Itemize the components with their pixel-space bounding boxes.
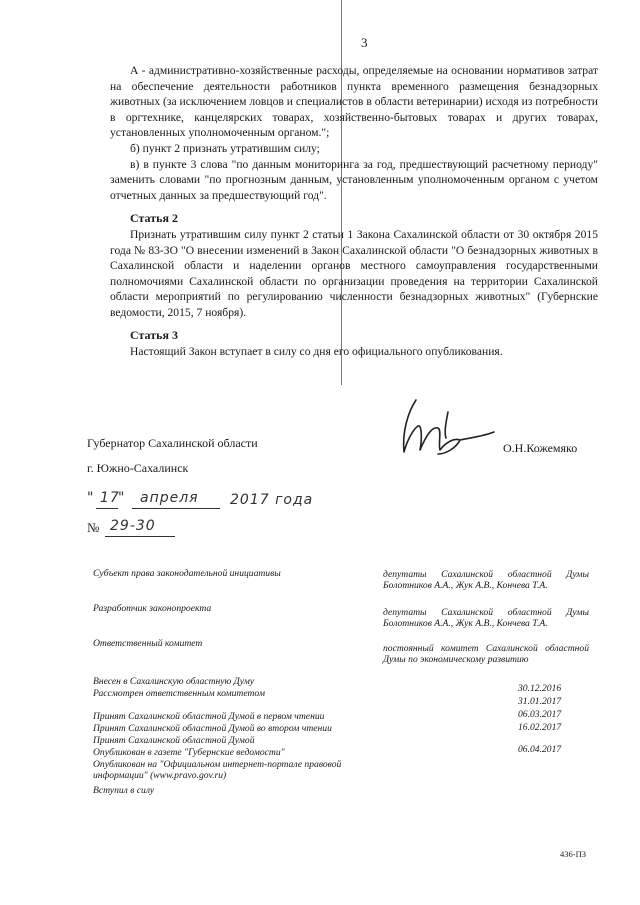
committee-value: постоянный комитет Сахалинской областной Думы по экономическому развитию	[383, 643, 589, 666]
paragraph-b: б) пункт 2 признать утратившим силу;	[130, 141, 320, 155]
article2-heading: Статья 2	[130, 211, 178, 225]
event-published-portal: Опубликован на "Официальном интернет-портале правовой информации" (www.pravo.gov.ru)	[93, 759, 342, 782]
page-number: 3	[361, 35, 368, 50]
amendment-text	[110, 63, 598, 203]
signing-city: г. Южно-Сахалинск	[87, 461, 189, 475]
law-number: 29-30	[110, 518, 156, 534]
paragraph-a: А - административно-хозяйственные расходы, определяемые на основании нормативов затрат на обеспечение деятельности работников пункта временного размещения безнадзорных животных (за исключением ловцов и специалистов в области ветеринарии) исходя из потребности в оргтехнике, канцелярских товарах, хозяйственно-бытовых товарах и других товарах, установленных уполномоченным органом.";	[110, 64, 598, 140]
day-underline	[96, 508, 118, 509]
article2-body	[110, 227, 598, 321]
committee-label: Ответственный комитет	[93, 638, 203, 649]
event-submitted: Внесен в Сахалинскую областную Думу	[93, 676, 255, 687]
date-day: 17	[100, 490, 120, 506]
date-submitted: 30.12.2016	[518, 683, 562, 694]
date-first-reading: 06.03.2017	[518, 709, 562, 720]
date-month: апреля	[140, 490, 199, 506]
initiative-value: депутаты Сахалинской областной Думы Болотников А.А., Жук А.В., Кончева Т.А.	[383, 569, 589, 592]
event-committee: Рассмотрен ответственным комитетом	[93, 688, 265, 699]
article3-text: Настоящий Закон вступает в силу со дня его официального опубликования.	[130, 345, 503, 358]
signatory-name: О.Н.Кожемяко	[503, 441, 578, 455]
event-first-reading: Принят Сахалинской областной Думой в первом чтении	[93, 711, 325, 722]
initiative-label: Субъект права законодательной инициативы	[93, 568, 281, 579]
article3-heading: Статья 3	[130, 328, 178, 342]
date-committee: 31.01.2017	[518, 696, 562, 707]
date-quote-close: "	[118, 490, 126, 506]
footer-code: 436-ПЗ	[560, 849, 586, 859]
month-underline	[132, 508, 220, 509]
number-underline	[105, 536, 175, 537]
date-second-reading: 16.02.2017	[518, 722, 562, 733]
date-published: 06.04.2017	[518, 744, 562, 755]
number-label: №	[87, 520, 100, 535]
event-adopted: Принят Сахалинской областной Думой	[93, 735, 255, 746]
developer-label: Разработчик законопроекта	[93, 603, 212, 614]
paragraph-c: в) в пункте 3 слова "по данным мониторинга за год, предшествующий расчетному периоду" заменить словами "по прогнозным данным, установленным уполномоченным органом с учетом отчетных данных за предшествующий год".	[110, 157, 598, 202]
article2-text: Признать утратившим силу пункт 2 статьи 1 Закона Сахалинской области от 30 октября 2015 года № 83-ЗО "О внесении изменений в Закон Сахалинской области "О безнадзорных животных в Сахалинской области и наделении органов местного самоуправления государственными полномочиями Сахалинской области по организации проведения на территории Сахалинской области мероприятий по регулированию численности безнадзорных животных" (Губернские ведомости, 2015, 7 ноября).	[110, 228, 598, 319]
developer-value: депутаты Сахалинской областной Думы Болотников А.А., Жук А.В., Кончева Т.А.	[383, 607, 589, 630]
date-quote-open: "	[87, 490, 95, 506]
event-published-newspaper: Опубликован в газете "Губернские ведомости"	[93, 747, 285, 758]
event-in-force: Вступил в силу	[93, 785, 155, 796]
handwritten-signature	[388, 392, 498, 462]
signatory-position: Губернатор Сахалинской области	[87, 436, 258, 450]
article3-body	[110, 344, 598, 360]
date-year: 2017 года	[230, 492, 314, 508]
event-second-reading: Принят Сахалинской областной Думой во втором чтении	[93, 723, 332, 734]
